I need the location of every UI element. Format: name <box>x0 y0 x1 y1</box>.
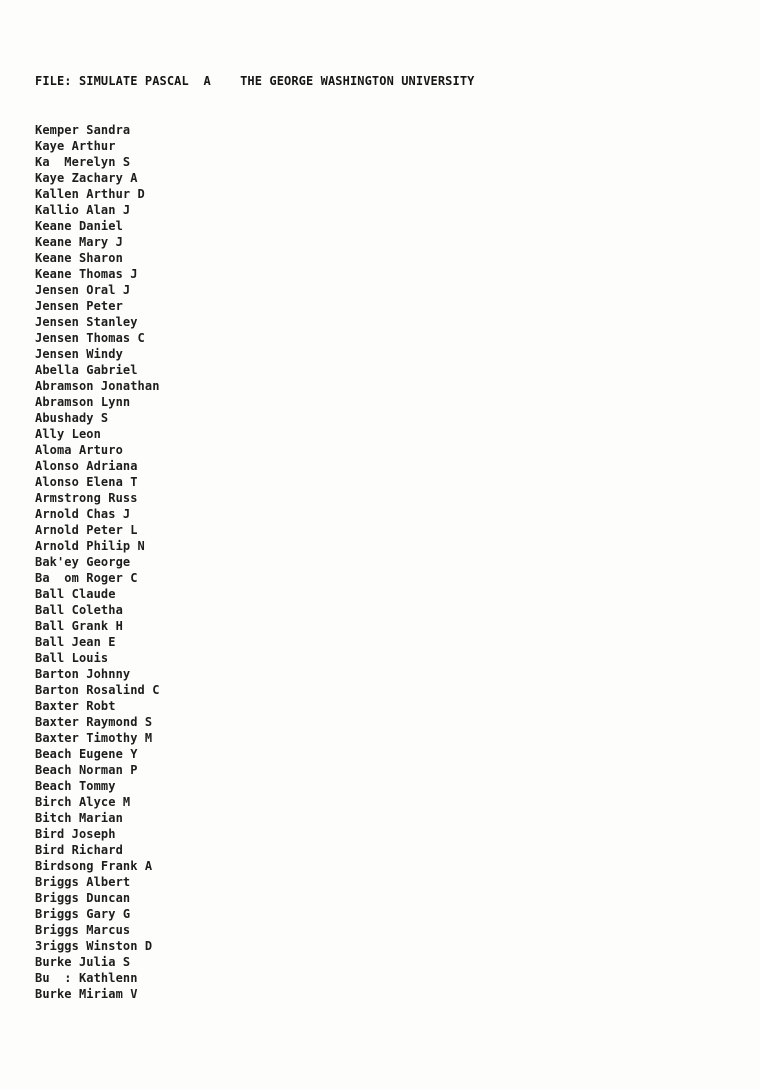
name-line: 3riggs Winston D <box>35 939 153 953</box>
name-line: Kaye Arthur <box>35 139 116 153</box>
name-line: Keane Mary J <box>35 235 123 249</box>
name-line: Jensen Stanley <box>35 315 138 329</box>
name-list <box>35 122 160 1002</box>
name-line: Beach Tommy <box>35 779 116 793</box>
name-line: Briggs Duncan <box>35 891 131 905</box>
name-line: Armstrong Russ <box>35 491 138 505</box>
name-line: Bu : Kathlenn <box>35 971 138 985</box>
name-line: Baxter Raymond S <box>35 715 153 729</box>
name-line: Ba om Roger C <box>35 571 138 585</box>
name-line: Kallen Arthur D <box>35 187 145 201</box>
name-line: Burke Miriam V <box>35 987 138 1001</box>
name-line: Keane Daniel <box>35 219 123 233</box>
name-line: Ball Jean E <box>35 635 116 649</box>
name-line: Kallio Alan J <box>35 203 131 217</box>
name-line: Abramson Jonathan <box>35 379 160 393</box>
name-line: Kemper Sandra <box>35 123 131 137</box>
name-line: Beach Norman P <box>35 763 138 777</box>
name-line: Ball Claude <box>35 587 116 601</box>
name-line: Bird Joseph <box>35 827 116 841</box>
name-line: Arnold Chas J <box>35 507 131 521</box>
name-line: Abramson Lynn <box>35 395 131 409</box>
name-line: Birdsong Frank A <box>35 859 153 873</box>
name-line: Arnold Peter L <box>35 523 138 537</box>
name-line: Abella Gabriel <box>35 363 138 377</box>
name-line: Barton Rosalind C <box>35 683 160 697</box>
name-line: Keane Sharon <box>35 251 123 265</box>
name-line: Birch Alyce M <box>35 795 131 809</box>
name-line: Jensen Thomas C <box>35 331 145 345</box>
name-line: Baxter Timothy M <box>35 731 153 745</box>
name-line: Ka Merelyn S <box>35 155 131 169</box>
name-line: Barton Johnny <box>35 667 131 681</box>
name-line: Jensen Windy <box>35 347 123 361</box>
name-line: Jensen Oral J <box>35 283 131 297</box>
name-line: Ally Leon <box>35 427 101 441</box>
name-line: Bird Richard <box>35 843 123 857</box>
name-line: Beach Eugene Y <box>35 747 138 761</box>
name-line: Alonso Adriana <box>35 459 138 473</box>
name-line: Alonso Elena T <box>35 475 138 489</box>
name-line: Ball Louis <box>35 651 109 665</box>
name-line: Burke Julia S <box>35 955 131 969</box>
name-line: Briggs Albert <box>35 875 131 889</box>
name-line: Aloma Arturo <box>35 443 123 457</box>
name-line: Ball Coletha <box>35 603 123 617</box>
name-line: Keane Thomas J <box>35 267 138 281</box>
name-line: Kaye Zachary A <box>35 171 138 185</box>
file-header: FILE: SIMULATE PASCAL A THE GEORGE WASHINGTON UNIVERSITY <box>35 74 475 88</box>
name-line: Jensen Peter <box>35 299 123 313</box>
name-line: Briggs Marcus <box>35 923 131 937</box>
name-line: Bitch Marian <box>35 811 123 825</box>
name-line: Arnold Philip N <box>35 539 145 553</box>
name-line: Baxter Robt <box>35 699 116 713</box>
name-line: Ball Grank H <box>35 619 123 633</box>
name-line: Bak'ey George <box>35 555 131 569</box>
name-line: Abushady S <box>35 411 109 425</box>
name-line: Briggs Gary G <box>35 907 131 921</box>
